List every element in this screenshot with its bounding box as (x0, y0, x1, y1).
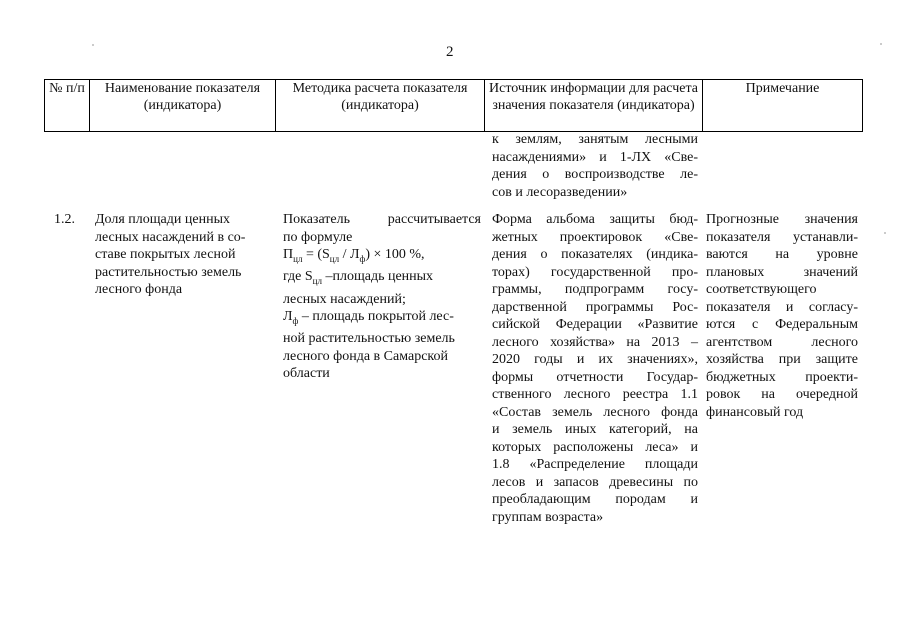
text-line: плановых значений (706, 264, 858, 280)
formula-text: ) × 100 %, (365, 247, 425, 262)
scan-speck (92, 44, 94, 46)
text-line: дарственной программы Рос- (492, 299, 698, 315)
formula-symbol: П (283, 247, 294, 262)
text-line: сийской Федерации «Развитие (492, 317, 698, 332)
text-line: «Состав земель лесного фонда (492, 404, 698, 420)
text-line: ной растительностью земель (283, 331, 455, 347)
text-line: граммы, подпрограмм госу- (492, 282, 698, 297)
scan-speck (880, 43, 882, 45)
text-line: и земель иных категорий, на (492, 422, 698, 437)
indicator-name (95, 211, 265, 299)
table-header (44, 79, 863, 132)
text-line: финансовый год (706, 404, 804, 420)
note (706, 211, 858, 421)
source-continuation (492, 131, 698, 201)
text-line: ровок на очередной (706, 387, 858, 402)
formula-text: / Л (339, 247, 360, 262)
text-line: хозяйства при защите (706, 352, 858, 367)
information-source (492, 211, 698, 526)
text-line: по формуле (283, 229, 353, 245)
row-number: 1.2. (54, 212, 75, 227)
text-line: 2020 годы и их значениях», (492, 352, 698, 367)
text-line: которых расположены леса» и (492, 439, 698, 455)
text-line: показателя устанавли- (706, 229, 858, 245)
scan-speck (884, 232, 886, 234)
definition-subscript: ф (292, 315, 299, 326)
text-line: сов и лесоразведении» (492, 184, 628, 200)
formula-subscript: ф (359, 253, 366, 264)
text-line: ются с Федеральным (706, 317, 858, 332)
text-line: формы отчетности Государ- (492, 369, 698, 385)
text-line: к землям, занятым лесными (492, 132, 698, 147)
header-information-source: Источник информации для расчета значения показателя (индикатора) (485, 80, 703, 132)
definition-text: – площадь покрытой лес- (298, 309, 454, 325)
header-note: Примечание (703, 80, 863, 132)
header-row (45, 80, 863, 132)
text-line: ваются на уровне (706, 247, 858, 262)
text-line: торах) государственной про- (492, 264, 698, 280)
definition-symbol: Л (283, 309, 293, 325)
text-line: группам возраста» (492, 509, 604, 525)
formula-subscript: цл (293, 253, 303, 264)
definition-text: –площадь ценных (321, 269, 434, 285)
text-line: преобладающим породам и (492, 492, 698, 507)
text-line: Доля площади ценных (95, 212, 230, 227)
text-line: бюджетных проекти- (706, 369, 858, 385)
text-line: лесов и запасов древесины по (492, 474, 698, 490)
formula-subscript: цл (329, 253, 340, 264)
text-line: показателя и согласу- (706, 299, 858, 315)
text-line: Форма альбома защиты бюд- (492, 212, 698, 227)
definition-line (283, 308, 481, 330)
header-indicator-name: Наименование показателя (индикатора) (90, 80, 276, 132)
text-line: агентством лесного (706, 334, 858, 350)
definition-subscript: цл (312, 276, 322, 287)
text-line: соответствующего (706, 282, 817, 297)
text-line: 1.8 «Распределение площади (492, 457, 698, 472)
text-line: растительностью земель (95, 264, 242, 280)
text-line: лесного фонда в Самарской (283, 348, 448, 364)
definition-line (283, 268, 481, 290)
text-line: дения о воспроизводстве ле- (492, 167, 698, 182)
text-line: Прогнозные значения (706, 212, 858, 227)
text-line: лесного хозяйства» на 2013 – (492, 334, 698, 350)
text-line: Показатель рассчитывается (283, 212, 481, 227)
text-line: лесных насаждений; (283, 291, 406, 307)
text-line: лесного фонда (95, 282, 183, 297)
text-line: ставе покрытых лесной (95, 247, 236, 262)
text-line: дения о показателях (индика- (492, 247, 698, 262)
definition-text: где S (283, 269, 313, 285)
text-line: области (283, 366, 330, 382)
text-line: ственного лесного реестра 1.1 (492, 387, 698, 402)
formula (283, 246, 481, 268)
text-line: насаждениями» и 1-ЛХ «Све- (492, 149, 698, 165)
header-calculation-method: Методика расчета показателя (индикатора) (276, 80, 485, 132)
text-line: жетных проектировок «Све- (492, 229, 698, 245)
formula-text: = (S (302, 247, 330, 262)
page-number: 2 (446, 44, 454, 60)
text-line: лесных насаждений в со- (95, 229, 246, 245)
calculation-method (283, 211, 481, 383)
header-number: № п/п (45, 80, 90, 132)
